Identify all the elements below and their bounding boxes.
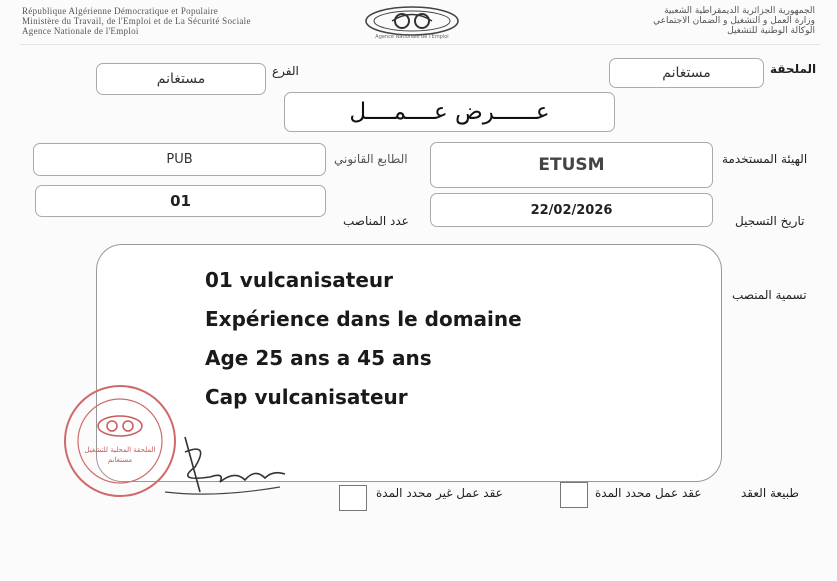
header-ar-line2: وزارة العمل و التشغيل و الضمان الاجتماعي [653,16,815,26]
header-fr-line1: République Algérienne Démocratique et Populaire [22,6,219,16]
posts-label: عدد المناصب [343,214,409,228]
legal-field [33,143,326,176]
contract-fixed-label: عقد عمل محدد المدة [595,486,702,500]
job-label: تسمية المنصب [732,288,807,302]
header-fr-line3: Agence Nationale de l'Emploi [22,26,139,36]
annex-label: الملحقة [770,62,817,76]
annex-value: مستغانم [662,65,711,81]
legal-value: PUB [166,152,193,167]
employer-field [430,142,713,188]
branch-label: الفرع [272,64,299,78]
contract-label: طبيعة العقد [741,486,799,500]
job-line-2: Expérience dans le domaine [205,307,522,331]
header-divider [20,44,820,45]
legal-label: الطابع القانوني [334,152,408,166]
contract-indef-label: عقد عمل غير محدد المدة [376,486,503,500]
logo-caption: Agence Nationale de l'Emploi [375,34,449,40]
employer-label: الهيئة المستخدمة [722,152,808,166]
job-line-3: Age 25 ans a 45 ans [205,346,432,370]
annex-field [609,58,764,88]
branch-value: مستغانم [156,71,206,87]
contract-fixed-checkbox[interactable] [560,482,588,508]
header-fr-line2: Ministère du Travail, de l'Emploi et de La Sécurité Sociale [22,16,251,26]
job-line-1: 01 vulcanisateur [205,268,393,292]
contract-indef-checkbox[interactable] [339,485,367,511]
page-title: عــــــرض عــــمــــل [349,99,550,125]
date-field [430,193,713,227]
job-line-4: Cap vulcanisateur [205,385,408,409]
date-label: تاريخ التسجيل [735,214,805,228]
stamp-text-center: الملحقة المحلية للتشغيل [84,446,156,454]
employer-value: ETUSM [538,155,605,175]
header-arabic [653,6,815,36]
header-ar-line3: الوكالة الوطنية للتشغيل [727,26,815,36]
branch-field [96,63,266,95]
header-french [22,6,251,36]
job-description [205,261,522,417]
header-ar-line1: الجمهورية الجزائرية الديمقراطية الشعبية [664,6,815,16]
stamp-text-city: مستغانم [107,456,133,464]
signature-icon [155,432,295,502]
posts-value: 01 [170,192,191,210]
date-value: 22/02/2026 [530,202,613,218]
title-box [284,92,615,132]
posts-field [35,185,326,217]
